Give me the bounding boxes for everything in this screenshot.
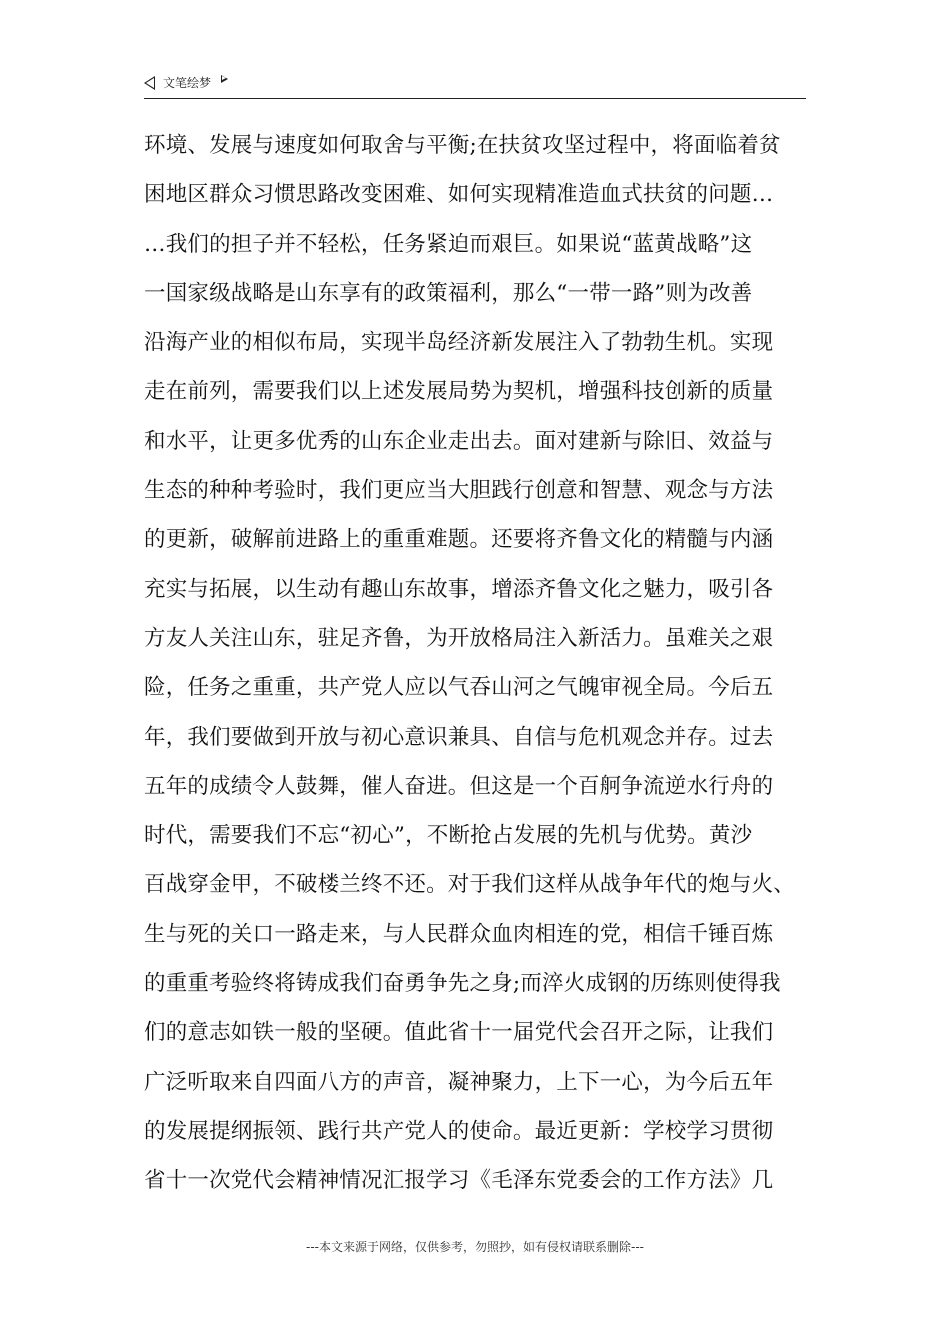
page-header (144, 70, 806, 99)
brand-label: 文笔绘梦 (163, 76, 212, 90)
body-line: 的发展提纲振领、践行共产党人的使命。最近更新：学校学习贯彻 (144, 1118, 774, 1144)
body-line: 五年的成绩令人鼓舞，催人奋进。但这是一个百舸争流逆水行舟的 (144, 773, 774, 799)
body-line: 的重重考验终将铸成我们奋勇争先之身;而淬火成钢的历练则使得我 (144, 971, 781, 997)
body-line: 走在前列，需要我们以上述发展局势为契机，增强科技创新的质量 (144, 379, 774, 405)
document-body (144, 128, 814, 1213)
body-line: 生态的种种考验时，我们更应当大胆践行创意和智慧、观念与方法 (144, 478, 774, 504)
body-line: …我们的担子并不轻松，任务紧迫而艰巨。如果说“蓝黄战略”这 (144, 231, 753, 257)
header-brand (144, 74, 228, 91)
body-line: 广泛听取来自四面八方的声音，凝神聚力，上下一心，为今后五年 (144, 1069, 774, 1095)
body-line: 年，我们要做到开放与初心意识兼具、自信与危机观念并存。过去 (144, 724, 774, 750)
body-line: 百战穿金甲，不破楼兰终不还。对于我们这样从战争年代的炮与火、 (144, 872, 796, 898)
body-line: 的更新，破解前进路上的重重难题。还要将齐鲁文化的精髓与内涵 (144, 527, 774, 553)
body-line: 生与死的关口一路走来，与人民群众血肉相连的党，相信千锤百炼 (144, 921, 774, 947)
footer-notice: ---本文来源于网络，仅供参考，勿照抄，如有侵权请联系删除--- (306, 1240, 644, 1254)
body-line: 时代，需要我们不忘“初心”，不断抢占发展的先机与优势。黄沙 (144, 823, 753, 849)
body-line: 一国家级战略是山东享有的政策福利，那么“一带一路”则为改善 (144, 280, 753, 306)
body-line: 环境、发展与速度如何取舍与平衡;在扶贫攻坚过程中，将面临着贫 (144, 133, 781, 158)
triangle-left-icon (144, 76, 155, 90)
page-footer (0, 1238, 950, 1255)
body-line: 沿海产业的相似布局，实现半岛经济新发展注入了勃勃生机。实现 (144, 330, 774, 356)
body-line: 方友人关注山东，驻足齐鲁，为开放格局注入新活力。虽难关之艰 (144, 625, 774, 651)
triangle-right-icon (221, 75, 228, 83)
body-line: 省十一次党代会精神情况汇报学习《毛泽东党委会的工作方法》几 (144, 1168, 774, 1194)
body-line: 充实与拓展，以生动有趣山东故事，增添齐鲁文化之魅力，吸引各 (144, 576, 774, 602)
body-line: 困地区群众习惯思路改变困难、如何实现精准造血式扶贫的问题… (144, 182, 774, 208)
body-line: 险，任务之重重，共产党人应以气吞山河之气魄审视全局。今后五 (144, 675, 774, 701)
body-line: 们的意志如铁一般的坚硬。值此省十一届党代会召开之际，让我们 (144, 1020, 774, 1046)
body-line: 和水平，让更多优秀的山东企业走出去。面对建新与除旧、效益与 (144, 428, 774, 454)
